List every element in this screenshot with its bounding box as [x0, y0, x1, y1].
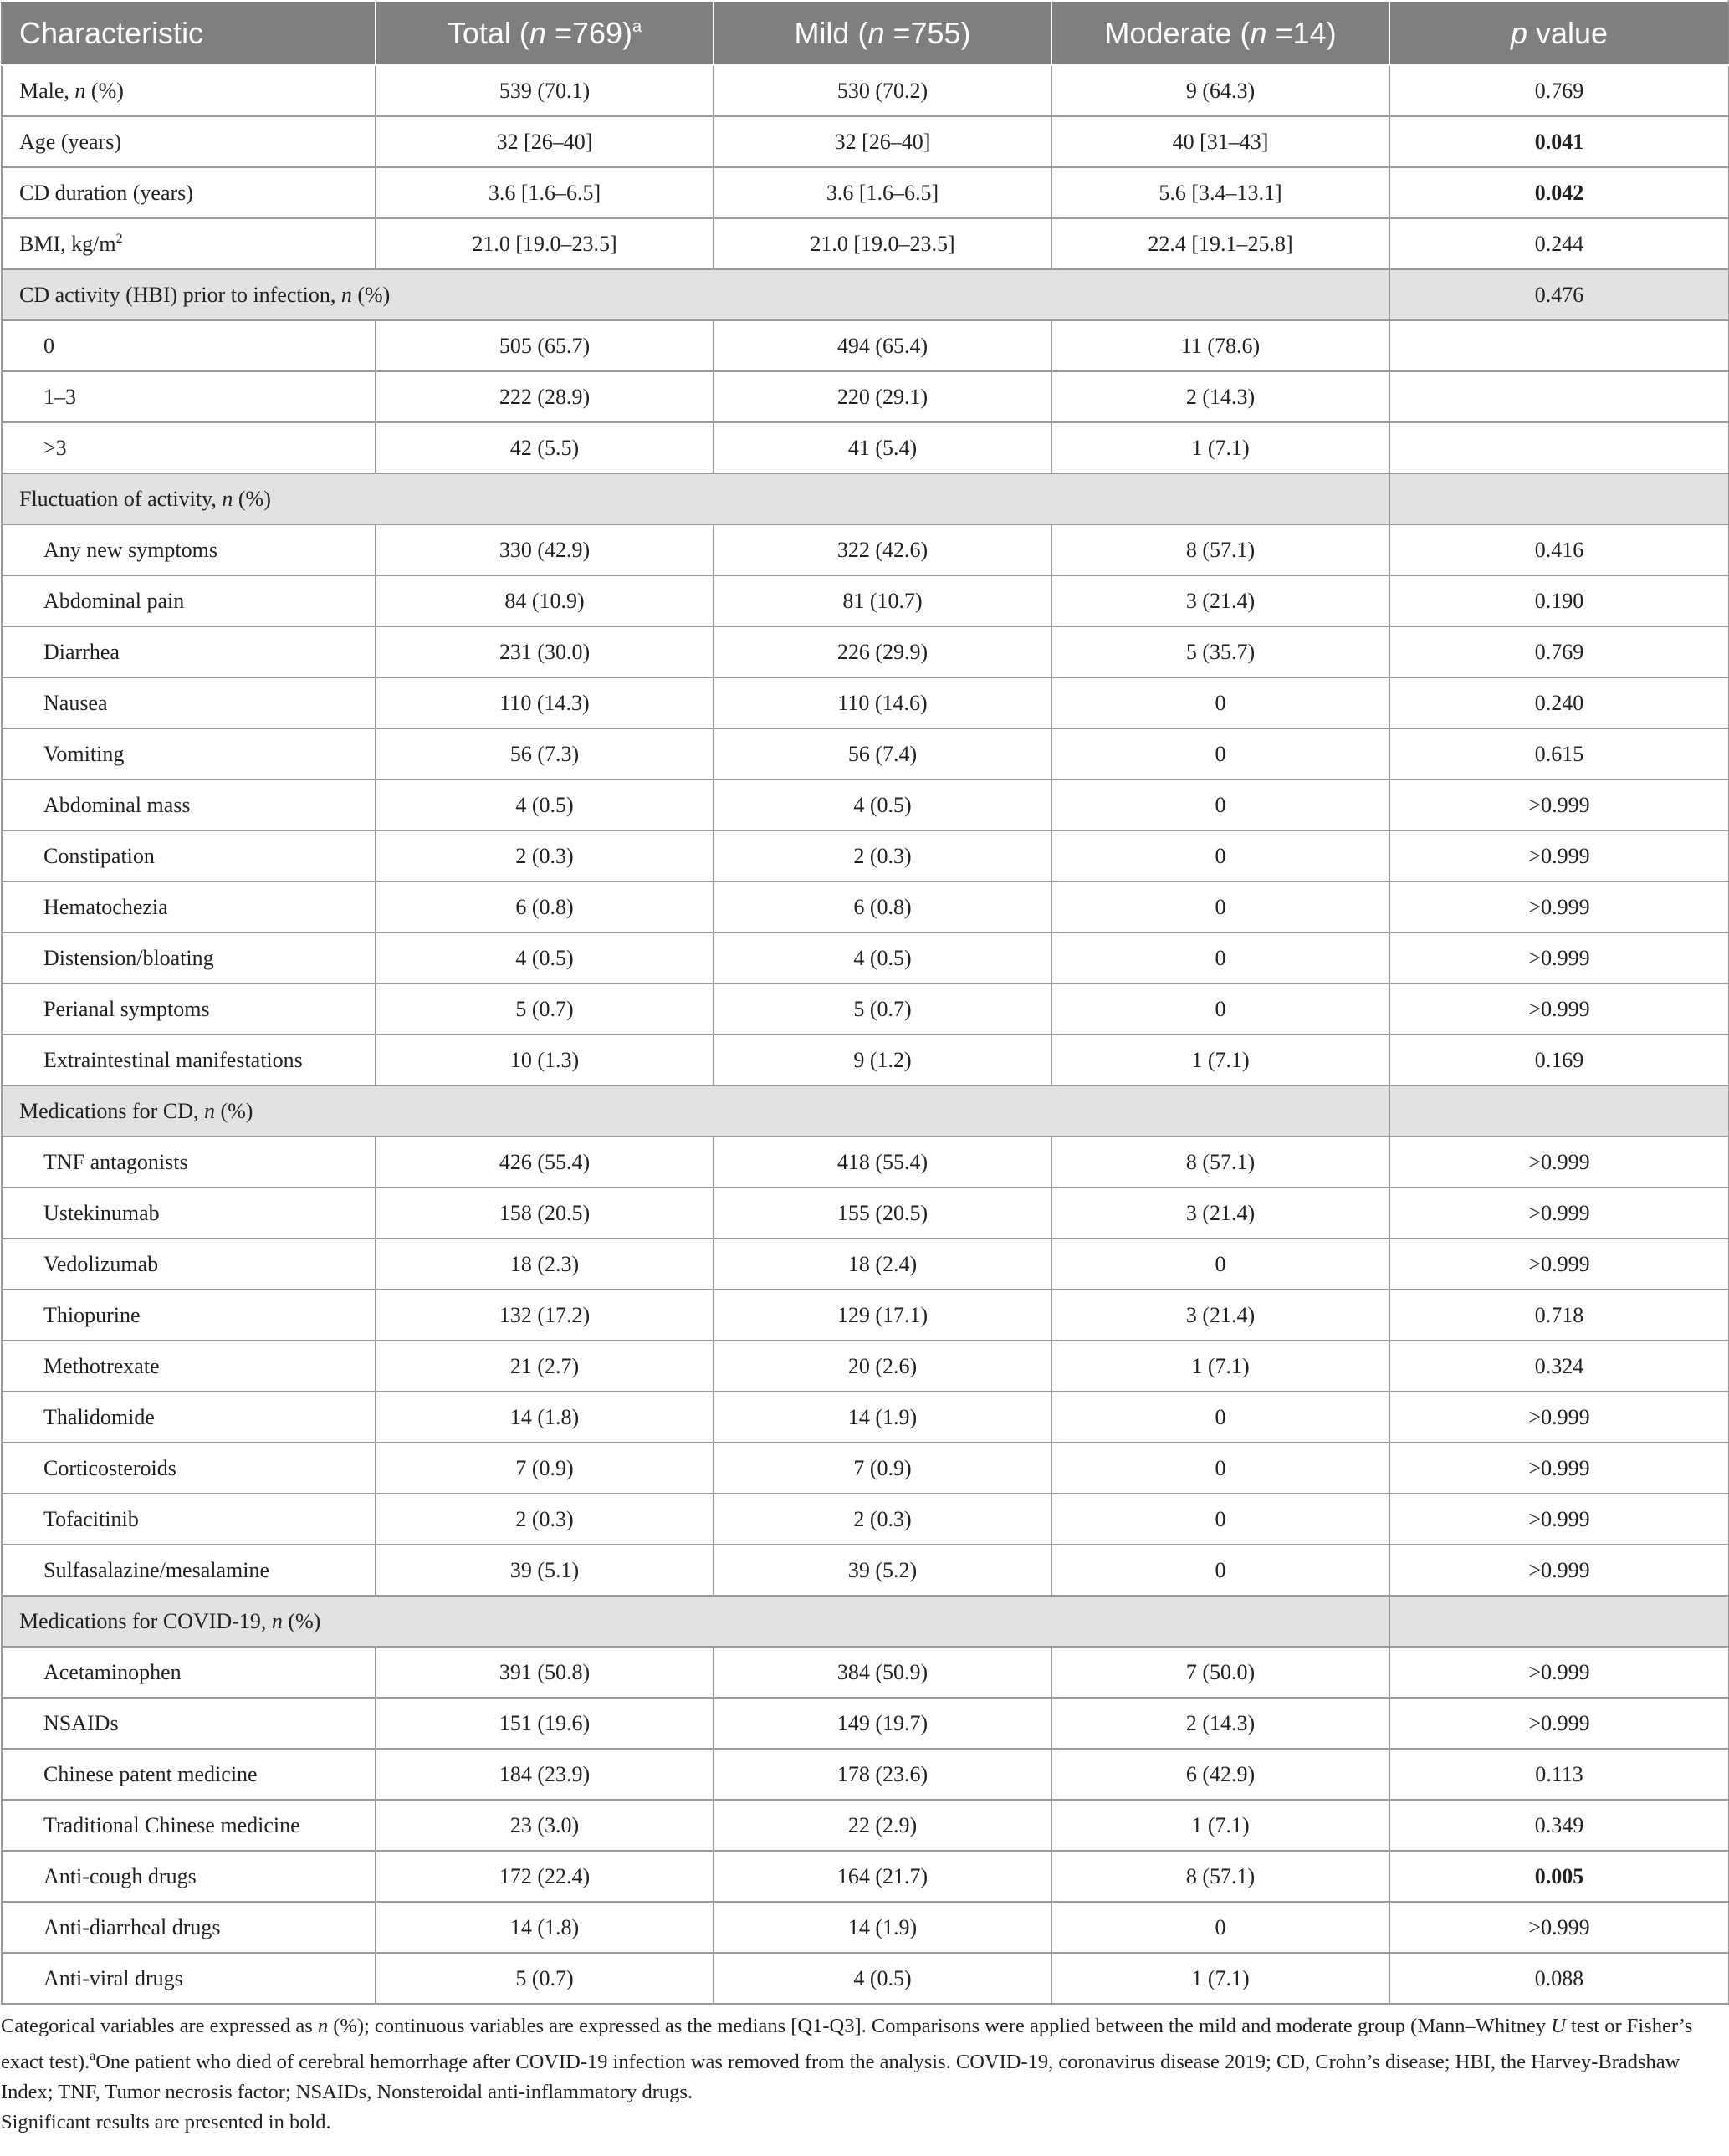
- cell-p-value: >0.999: [1389, 1902, 1729, 1953]
- section-p-value: [1389, 1596, 1729, 1647]
- cell-moderate: 0: [1051, 983, 1389, 1035]
- cell-mild: 32 [26–40]: [714, 116, 1051, 167]
- footnote-bold-note: Significant results are presented in bold.: [1, 2111, 331, 2133]
- cell-total: 56 (7.3): [376, 728, 714, 779]
- cell-p-value: 0.615: [1389, 728, 1729, 779]
- row-label: Constipation: [2, 830, 376, 881]
- row-label: CD duration (years): [2, 167, 376, 218]
- row-label: Anti-cough drugs: [2, 1851, 376, 1902]
- cell-total: 539 (70.1): [376, 65, 714, 116]
- cell-mild: 22 (2.9): [714, 1800, 1051, 1851]
- row-label: Abdominal mass: [2, 779, 376, 830]
- cell-p-value: [1389, 320, 1729, 371]
- cell-total: 3.6 [1.6–6.5]: [376, 167, 714, 218]
- section-label: Medications for COVID-19, n (%): [2, 1596, 1389, 1647]
- cell-moderate: 0: [1051, 728, 1389, 779]
- cell-p-value: 0.416: [1389, 524, 1729, 575]
- section-row: [2, 269, 1729, 320]
- cell-p-value: >0.999: [1389, 881, 1729, 932]
- header-characteristic: Characteristic: [2, 1, 376, 65]
- table-row: [2, 1035, 1729, 1086]
- cell-total: 391 (50.8): [376, 1647, 714, 1698]
- table-row: [2, 1698, 1729, 1749]
- table-row: [2, 728, 1729, 779]
- significant-p-value: 0.042: [1534, 180, 1584, 205]
- table-row: [2, 1188, 1729, 1239]
- section-label: Fluctuation of activity, n (%): [2, 473, 1389, 524]
- table-row: [2, 779, 1729, 830]
- cell-moderate: 8 (57.1): [1051, 1137, 1389, 1188]
- table-row: [2, 1392, 1729, 1443]
- cell-mild: 178 (23.6): [714, 1749, 1051, 1800]
- cell-mild: 21.0 [19.0–23.5]: [714, 218, 1051, 269]
- table-row: [2, 932, 1729, 983]
- row-label: Nausea: [2, 677, 376, 728]
- cell-total: 426 (55.4): [376, 1137, 714, 1188]
- cell-mild: 155 (20.5): [714, 1188, 1051, 1239]
- header-total: Total (n =769)$^a$: [376, 1, 714, 65]
- cell-p-value: [1389, 116, 1729, 167]
- cell-p-value: [1389, 371, 1729, 422]
- cell-total: 6 (0.8): [376, 881, 714, 932]
- cell-mild: 20 (2.6): [714, 1341, 1051, 1392]
- cell-mild: 14 (1.9): [714, 1392, 1051, 1443]
- cell-mild: 384 (50.9): [714, 1647, 1051, 1698]
- row-label: >3: [2, 422, 376, 473]
- cell-total: 21 (2.7): [376, 1341, 714, 1392]
- cell-p-value: >0.999: [1389, 1188, 1729, 1239]
- cell-total: 110 (14.3): [376, 677, 714, 728]
- section-row: [2, 473, 1729, 524]
- cell-moderate: 1 (7.1): [1051, 1035, 1389, 1086]
- cell-p-value: 0.244: [1389, 218, 1729, 269]
- cell-total: 330 (42.9): [376, 524, 714, 575]
- cell-total: 5 (0.7): [376, 983, 714, 1035]
- cell-p-value: >0.999: [1389, 1392, 1729, 1443]
- section-label: Medications for CD, n (%): [2, 1086, 1389, 1137]
- cell-mild: 418 (55.4): [714, 1137, 1051, 1188]
- table-row: [2, 1545, 1729, 1596]
- section-p-value: [1389, 1086, 1729, 1137]
- cell-total: 222 (28.9): [376, 371, 714, 422]
- cell-total: 2 (0.3): [376, 830, 714, 881]
- row-label: BMI, $kg/m^2$: [2, 218, 376, 269]
- cell-total: 4 (0.5): [376, 932, 714, 983]
- row-label: 0: [2, 320, 376, 371]
- cell-total: 5 (0.7): [376, 1953, 714, 2004]
- cell-total: 10 (1.3): [376, 1035, 714, 1086]
- cell-p-value: [1389, 167, 1729, 218]
- cell-moderate: 2 (14.3): [1051, 1698, 1389, 1749]
- cell-p-value: 0.240: [1389, 677, 1729, 728]
- row-label: Chinese patent medicine: [2, 1749, 376, 1800]
- cell-mild: 220 (29.1): [714, 371, 1051, 422]
- cell-p-value: >0.999: [1389, 1647, 1729, 1698]
- cell-p-value: [1389, 422, 1729, 473]
- cell-p-value: >0.999: [1389, 983, 1729, 1035]
- cell-moderate: 2 (14.3): [1051, 371, 1389, 422]
- table-row: [2, 218, 1729, 269]
- cell-mild: 129 (17.1): [714, 1290, 1051, 1341]
- cell-p-value: 0.169: [1389, 1035, 1729, 1086]
- table-row: [2, 626, 1729, 677]
- cell-total: 184 (23.9): [376, 1749, 714, 1800]
- cell-total: 172 (22.4): [376, 1851, 714, 1902]
- cell-mild: 530 (70.2): [714, 65, 1051, 116]
- cell-mild: 110 (14.6): [714, 677, 1051, 728]
- cell-mild: 226 (29.9): [714, 626, 1051, 677]
- header-mild: Mild (n =755): [714, 1, 1051, 65]
- cell-mild: 149 (19.7): [714, 1698, 1051, 1749]
- characteristics-table: [1, 0, 1729, 2005]
- cell-mild: 4 (0.5): [714, 1953, 1051, 2004]
- cell-moderate: 8 (57.1): [1051, 524, 1389, 575]
- cell-p-value: >0.999: [1389, 1239, 1729, 1290]
- row-label: 1–3: [2, 371, 376, 422]
- cell-p-value: 0.324: [1389, 1341, 1729, 1392]
- cell-moderate: 0: [1051, 779, 1389, 830]
- cell-total: 18 (2.3): [376, 1239, 714, 1290]
- table-row: [2, 1902, 1729, 1953]
- cell-mild: 2 (0.3): [714, 1494, 1051, 1545]
- cell-moderate: 0: [1051, 677, 1389, 728]
- cell-p-value: >0.999: [1389, 1698, 1729, 1749]
- cell-total: 23 (3.0): [376, 1800, 714, 1851]
- table-row: [2, 1953, 1729, 2004]
- cell-moderate: 0: [1051, 1443, 1389, 1494]
- cell-p-value: >0.999: [1389, 932, 1729, 983]
- cell-mild: 18 (2.4): [714, 1239, 1051, 1290]
- cell-mild: 322 (42.6): [714, 524, 1051, 575]
- cell-mild: 7 (0.9): [714, 1443, 1051, 1494]
- cell-moderate: 22.4 [19.1–25.8]: [1051, 218, 1389, 269]
- cell-moderate: 0: [1051, 1494, 1389, 1545]
- cell-moderate: 3 (21.4): [1051, 1188, 1389, 1239]
- cell-p-value: 0.718: [1389, 1290, 1729, 1341]
- cell-moderate: 1 (7.1): [1051, 1341, 1389, 1392]
- table-row: [2, 116, 1729, 167]
- table-row: [2, 1851, 1729, 1902]
- row-label: Vomiting: [2, 728, 376, 779]
- cell-mild: 56 (7.4): [714, 728, 1051, 779]
- table-row: [2, 1647, 1729, 1698]
- row-label: Extraintestinal manifestations: [2, 1035, 376, 1086]
- table-row: [2, 371, 1729, 422]
- significant-p-value: 0.005: [1534, 1863, 1584, 1888]
- cell-p-value: 0.190: [1389, 575, 1729, 626]
- table-row: [2, 1341, 1729, 1392]
- row-label: Age (years): [2, 116, 376, 167]
- cell-total: 231 (30.0): [376, 626, 714, 677]
- cell-moderate: 5 (35.7): [1051, 626, 1389, 677]
- cell-mild: 14 (1.9): [714, 1902, 1051, 1953]
- table-row: [2, 65, 1729, 116]
- row-label: Anti-viral drugs: [2, 1953, 376, 2004]
- row-label: Hematochezia: [2, 881, 376, 932]
- cell-mild: 81 (10.7): [714, 575, 1051, 626]
- cell-moderate: 1 (7.1): [1051, 1800, 1389, 1851]
- cell-p-value: >0.999: [1389, 779, 1729, 830]
- cell-total: 132 (17.2): [376, 1290, 714, 1341]
- row-label: Abdominal pain: [2, 575, 376, 626]
- cell-total: 4 (0.5): [376, 779, 714, 830]
- cell-p-value: >0.999: [1389, 1443, 1729, 1494]
- cell-p-value: >0.999: [1389, 1545, 1729, 1596]
- row-label: Tofacitinib: [2, 1494, 376, 1545]
- cell-mild: 39 (5.2): [714, 1545, 1051, 1596]
- cell-mild: 494 (65.4): [714, 320, 1051, 371]
- cell-total: 151 (19.6): [376, 1698, 714, 1749]
- cell-mild: 5 (0.7): [714, 983, 1051, 1035]
- table-row: [2, 1443, 1729, 1494]
- row-label: TNF antagonists: [2, 1137, 376, 1188]
- section-p-value: 0.476: [1389, 269, 1729, 320]
- cell-mild: 4 (0.5): [714, 779, 1051, 830]
- cell-p-value: 0.088: [1389, 1953, 1729, 2004]
- cell-moderate: 0: [1051, 932, 1389, 983]
- cell-moderate: 0: [1051, 830, 1389, 881]
- cell-p-value: [1389, 1851, 1729, 1902]
- row-label: Distension/bloating: [2, 932, 376, 983]
- table-row: [2, 1137, 1729, 1188]
- row-label: Any new symptoms: [2, 524, 376, 575]
- cell-mild: 6 (0.8): [714, 881, 1051, 932]
- cell-moderate: 0: [1051, 1239, 1389, 1290]
- table-footnote: [1, 2005, 1716, 2138]
- cell-moderate: 0: [1051, 1545, 1389, 1596]
- cell-total: 2 (0.3): [376, 1494, 714, 1545]
- table-row: [2, 575, 1729, 626]
- cell-total: 42 (5.5): [376, 422, 714, 473]
- table-row: [2, 1494, 1729, 1545]
- cell-total: 7 (0.9): [376, 1443, 714, 1494]
- cell-total: 14 (1.8): [376, 1392, 714, 1443]
- row-label: Sulfasalazine/mesalamine: [2, 1545, 376, 1596]
- footnote-marker-a: a: [632, 17, 642, 36]
- row-label: Thalidomide: [2, 1392, 376, 1443]
- table-row: [2, 1290, 1729, 1341]
- cell-moderate: 0: [1051, 1392, 1389, 1443]
- header-p-value: p value: [1389, 1, 1729, 65]
- row-label: Vedolizumab: [2, 1239, 376, 1290]
- row-label: Male, n (%): [2, 65, 376, 116]
- row-label: NSAIDs: [2, 1698, 376, 1749]
- table-row: [2, 1800, 1729, 1851]
- cell-moderate: 6 (42.9): [1051, 1749, 1389, 1800]
- cell-mild: 3.6 [1.6–6.5]: [714, 167, 1051, 218]
- table-row: [2, 1239, 1729, 1290]
- cell-mild: 41 (5.4): [714, 422, 1051, 473]
- footnote-paragraph: Categorical variables are expressed as n (%); continuous variables are expressed as the medians [Q1-Q3]. Comparisons were applied between the mild and moderate group (Mann–Whitney U test or Fisher’s exact test).$^a$One patient who died of cerebral hemorrhage after COVID-19 infection was removed from the analysis. COVID-19, coronavirus disease 2019; CD, Crohn’s disease; HBI, the Harvey-Bradshaw Index; TNF, Tumor necrosis factor; NSAIDs, Nonsteroidal anti-inflammatory drugs.: [1, 2015, 1693, 2103]
- table-row: [2, 983, 1729, 1035]
- section-p-value: [1389, 473, 1729, 524]
- section-row: [2, 1086, 1729, 1137]
- table-header-row: [2, 1, 1729, 65]
- cell-moderate: 1 (7.1): [1051, 422, 1389, 473]
- table-row: [2, 167, 1729, 218]
- row-label: Thiopurine: [2, 1290, 376, 1341]
- cell-moderate: 8 (57.1): [1051, 1851, 1389, 1902]
- cell-total: 158 (20.5): [376, 1188, 714, 1239]
- cell-moderate: 3 (21.4): [1051, 1290, 1389, 1341]
- cell-p-value: 0.113: [1389, 1749, 1729, 1800]
- table-row: [2, 422, 1729, 473]
- row-label: Corticosteroids: [2, 1443, 376, 1494]
- table-row: [2, 830, 1729, 881]
- table-row: [2, 524, 1729, 575]
- cell-moderate: 1 (7.1): [1051, 1953, 1389, 2004]
- cell-mild: 164 (21.7): [714, 1851, 1051, 1902]
- cell-p-value: >0.999: [1389, 1137, 1729, 1188]
- cell-moderate: 11 (78.6): [1051, 320, 1389, 371]
- header-moderate: Moderate (n =14): [1051, 1, 1389, 65]
- cell-total: 14 (1.8): [376, 1902, 714, 1953]
- cell-p-value: 0.349: [1389, 1800, 1729, 1851]
- cell-mild: 4 (0.5): [714, 932, 1051, 983]
- cell-moderate: 3 (21.4): [1051, 575, 1389, 626]
- table-row: [2, 677, 1729, 728]
- row-label: Acetaminophen: [2, 1647, 376, 1698]
- table-body: [2, 65, 1729, 2004]
- row-label: Methotrexate: [2, 1341, 376, 1392]
- cell-moderate: 0: [1051, 1902, 1389, 1953]
- row-label: Diarrhea: [2, 626, 376, 677]
- section-label: CD activity (HBI) prior to infection, n (%): [2, 269, 1389, 320]
- cell-moderate: 5.6 [3.4–13.1]: [1051, 167, 1389, 218]
- cell-total: 32 [26–40]: [376, 116, 714, 167]
- cell-moderate: 0: [1051, 881, 1389, 932]
- table-row: [2, 1749, 1729, 1800]
- section-row: [2, 1596, 1729, 1647]
- cell-moderate: 40 [31–43]: [1051, 116, 1389, 167]
- row-label: Anti-diarrheal drugs: [2, 1902, 376, 1953]
- cell-moderate: 9 (64.3): [1051, 65, 1389, 116]
- table-row: [2, 320, 1729, 371]
- cell-total: 84 (10.9): [376, 575, 714, 626]
- cell-moderate: 7 (50.0): [1051, 1647, 1389, 1698]
- cell-p-value: 0.769: [1389, 65, 1729, 116]
- cell-mild: 9 (1.2): [714, 1035, 1051, 1086]
- cell-p-value: >0.999: [1389, 830, 1729, 881]
- cell-mild: 2 (0.3): [714, 830, 1051, 881]
- cell-total: 505 (65.7): [376, 320, 714, 371]
- cell-p-value: >0.999: [1389, 1494, 1729, 1545]
- cell-p-value: 0.769: [1389, 626, 1729, 677]
- row-label: Perianal symptoms: [2, 983, 376, 1035]
- cell-total: 21.0 [19.0–23.5]: [376, 218, 714, 269]
- significant-p-value: 0.041: [1534, 129, 1584, 154]
- row-label: Traditional Chinese medicine: [2, 1800, 376, 1851]
- cell-total: 39 (5.1): [376, 1545, 714, 1596]
- row-label: Ustekinumab: [2, 1188, 376, 1239]
- table-row: [2, 881, 1729, 932]
